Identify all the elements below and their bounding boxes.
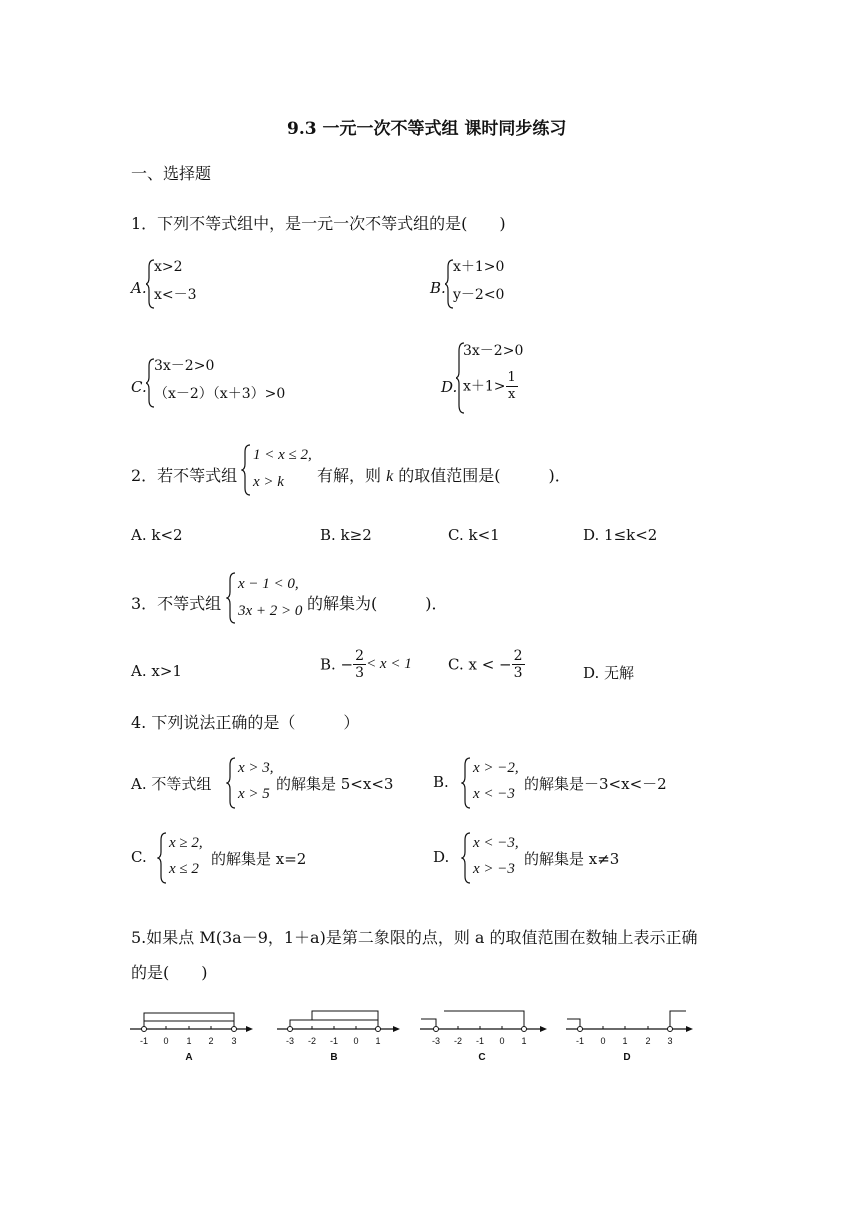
brace-icon [157, 832, 169, 884]
q2-prefix: 2．若不等式组 [131, 466, 238, 485]
suffix-text: 的取值范围是( )． [393, 466, 571, 485]
figure-caption: A [185, 1052, 193, 1063]
system-line-1: x < −3, [473, 835, 519, 851]
tick-label: 3 [231, 1036, 237, 1046]
q5-stem-line-2: 的是( ) [131, 963, 208, 982]
tick-label: 0 [499, 1036, 505, 1046]
option-label: C. [131, 848, 147, 866]
tick-label: -1 [139, 1036, 149, 1046]
tick-label: -1 [475, 1036, 485, 1046]
option-label: B. [430, 279, 446, 297]
system-line-1: 1 < x ≤ 2, [253, 447, 312, 463]
tick-label: -1 [575, 1036, 585, 1046]
system-line-2: x > −3 [473, 861, 515, 877]
denominator: 3 [513, 665, 523, 681]
option-text: < x < 1 [366, 656, 412, 672]
system-line-2: x<－3 [154, 287, 197, 303]
tick-label: 1 [375, 1036, 381, 1046]
denominator: 3 [355, 665, 365, 681]
brace-icon [226, 757, 238, 809]
q3-option-a[interactable]: A. x>1 [131, 662, 182, 680]
q3-option-b[interactable] [320, 648, 412, 681]
q2-suffix [317, 463, 571, 486]
q2-option-d[interactable]: D. 1≤k<2 [583, 526, 658, 544]
tick-label: -3 [285, 1036, 295, 1046]
number-line-b[interactable] [277, 1011, 400, 1063]
number-line-a[interactable] [130, 1013, 253, 1063]
q2-option-c[interactable]: C. k<1 [448, 526, 500, 544]
system-line-1: 3x－2>0 [154, 358, 215, 374]
brace-icon [226, 572, 238, 624]
option-label: D. [441, 378, 458, 396]
fraction [353, 648, 366, 681]
tick-label: -1 [329, 1036, 339, 1046]
tick-label: -2 [307, 1036, 317, 1046]
q2-option-a[interactable]: A. k<2 [131, 526, 183, 544]
option-text: 的解集是－3<x<－2 [524, 775, 667, 793]
number-line-d[interactable] [566, 1011, 693, 1063]
numerator: 2 [513, 648, 523, 664]
q3-option-d[interactable]: D. 无解 [583, 664, 635, 682]
tick-label: 3 [667, 1036, 673, 1046]
system-line-1: 3x－2>0 [463, 343, 524, 359]
q4-stem: 4. 下列说法正确的是（ ） [131, 713, 360, 732]
figure-caption: B [330, 1052, 338, 1063]
q3-prefix: 3．不等式组 [131, 594, 222, 613]
tick-label: 2 [208, 1036, 214, 1046]
system-line-2: x < −3 [473, 786, 515, 802]
option-label: C. [131, 378, 147, 396]
system-line-2: x > k [253, 474, 284, 490]
brace-icon [241, 444, 253, 496]
q3-suffix: 的解集为( )． [307, 594, 448, 613]
system-line-1: x ≥ 2, [169, 835, 203, 851]
numerator: 1 [507, 370, 516, 385]
suffix-text: 有解，则 [317, 466, 387, 485]
option-text: B. − [320, 655, 354, 674]
option-label: B. [433, 773, 449, 791]
brace-icon [461, 832, 473, 884]
option-label: A. 不等式组 [131, 775, 212, 793]
system-line-1: x > −2, [473, 760, 519, 776]
tick-label: 1 [186, 1036, 192, 1046]
page-title: 9.3 一元一次不等式组 课时同步练习 [287, 119, 567, 139]
numerator: 2 [355, 648, 365, 664]
option-text: C. x < − [448, 655, 512, 674]
fraction [506, 370, 518, 403]
expr: x＋1> [463, 378, 506, 395]
system-line-2: （x－2）（x＋3）>0 [154, 386, 286, 402]
system-line-1: x＋1>0 [453, 259, 505, 275]
q3-option-c[interactable] [448, 648, 525, 681]
system-line-1: x>2 [154, 259, 183, 275]
section-heading: 一、选择题 [131, 164, 212, 183]
tick-label: 1 [521, 1036, 527, 1046]
system-line-1: x > 3, [238, 760, 274, 776]
brace-icon [461, 757, 473, 809]
number-line-c[interactable] [420, 1011, 547, 1063]
q1-stem: 1．下列不等式组中，是一元一次不等式组的是( ) [131, 214, 506, 233]
tick-label: -3 [431, 1036, 441, 1046]
tick-label: 1 [622, 1036, 628, 1046]
system-line-2: x > 5 [238, 786, 270, 802]
figure-caption: C [478, 1052, 486, 1063]
fraction [512, 648, 525, 681]
option-text: 的解集是 x≠3 [524, 850, 620, 868]
option-text: 的解集是 5<x<3 [276, 775, 394, 793]
denominator: x [508, 387, 516, 402]
tick-label: -2 [453, 1036, 463, 1046]
system-line-2 [463, 370, 518, 403]
tick-label: 2 [645, 1036, 651, 1046]
option-label: A. [131, 279, 147, 297]
option-text: 的解集是 x=2 [211, 850, 307, 868]
tick-label: 0 [600, 1036, 606, 1046]
variable-k: k [386, 468, 394, 485]
tick-label: 0 [353, 1036, 359, 1046]
q5-stem-line-1: 5.如果点 M(3a－9，1＋a)是第二象限的点，则 a 的取值范围在数轴上表示正确 [131, 928, 698, 947]
tick-label: 0 [163, 1036, 169, 1046]
number-line-figures [0, 1000, 860, 1075]
system-line-2: 3x + 2 > 0 [238, 603, 303, 619]
q2-option-b[interactable]: B. k≥2 [320, 526, 372, 544]
system-line-2: y－2<0 [453, 287, 505, 303]
system-line-1: x − 1 < 0, [238, 576, 299, 592]
option-label: D. [433, 848, 450, 866]
system-line-2: x ≤ 2 [169, 861, 199, 877]
figure-caption: D [623, 1052, 631, 1063]
